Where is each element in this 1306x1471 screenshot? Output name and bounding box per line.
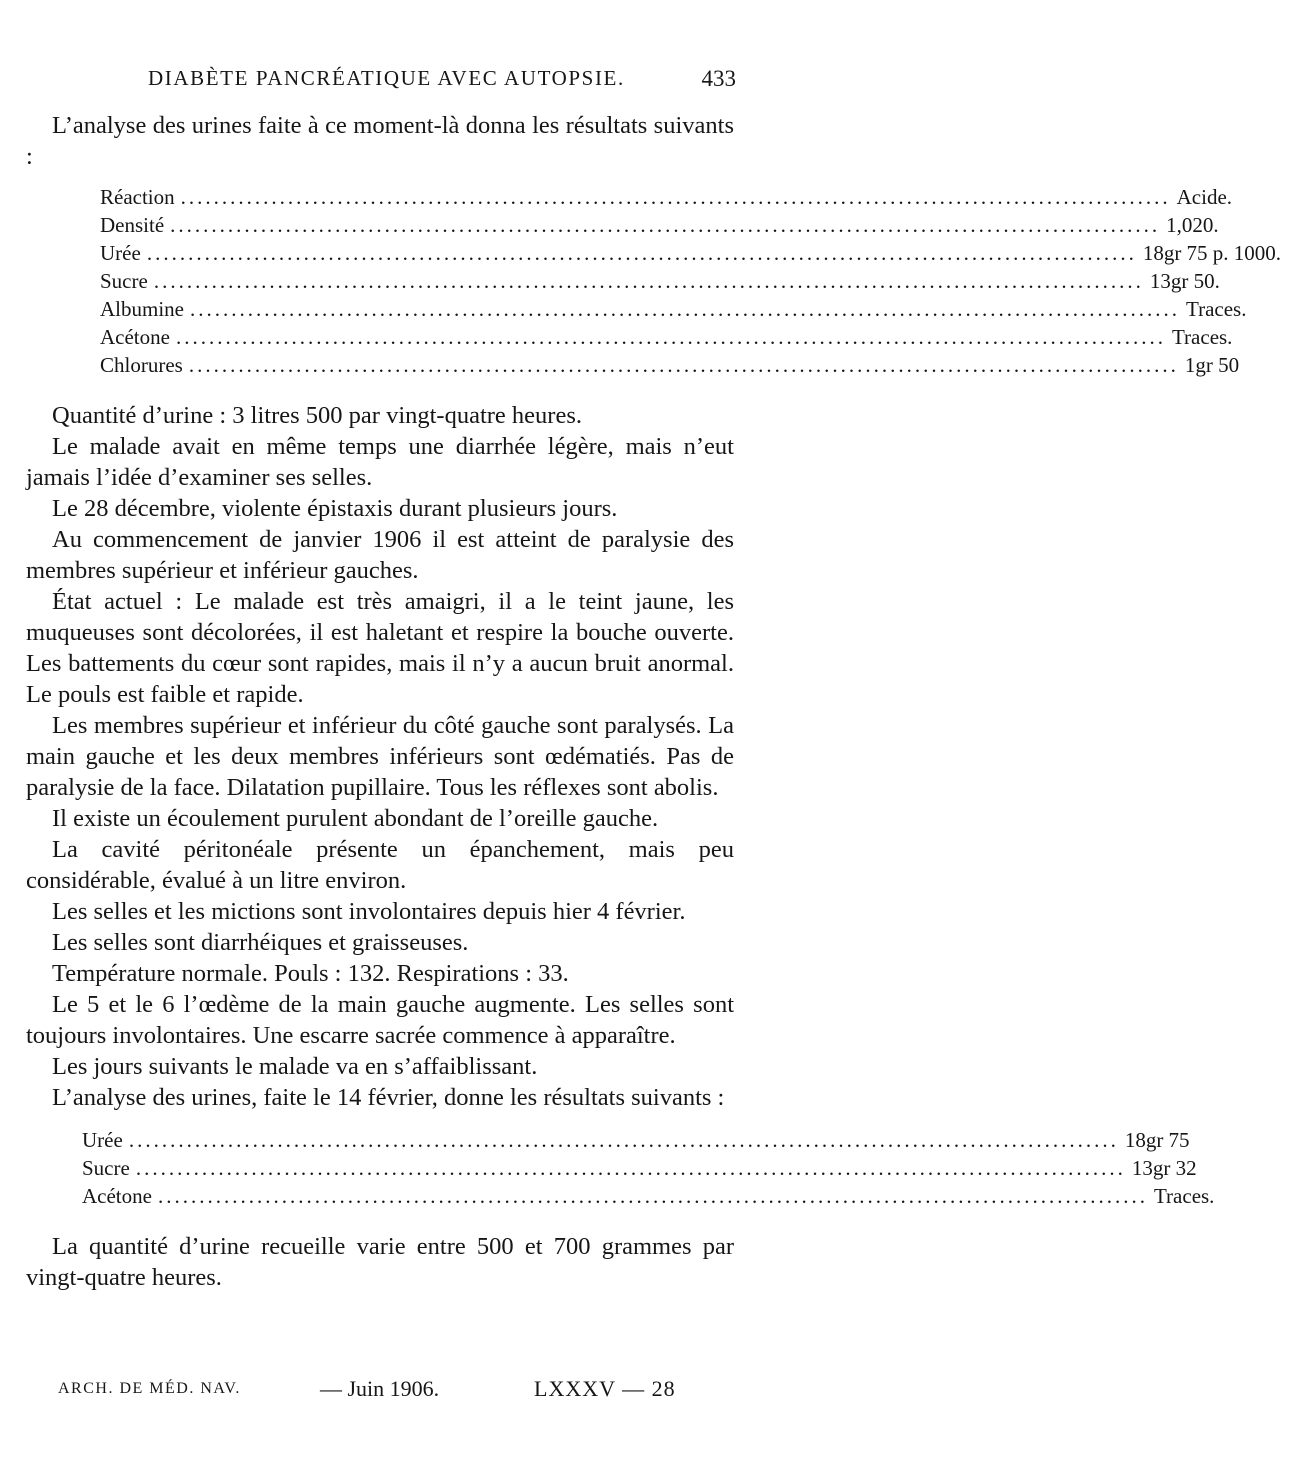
- leader-dots: ........................................................................................................................: [188, 353, 1179, 377]
- leader-dots: ........................................................................................................................: [175, 325, 1166, 349]
- paragraph: L’analyse des urines, faite le 14 février, donne les résultats suivants :: [52, 1084, 725, 1111]
- row-label: Acétone: [82, 1184, 152, 1208]
- row-value: Acide.: [1176, 185, 1233, 209]
- row-value: 13gr 50.: [1149, 269, 1220, 293]
- row-label: Sucre: [100, 269, 148, 293]
- row-label: Réaction: [100, 185, 175, 209]
- row-value: 1gr 50: [1184, 353, 1240, 377]
- table-row: [100, 238, 1282, 266]
- leader-dots: ........................................................................................................................: [180, 185, 1171, 209]
- paragraph: Température normale. Pouls : 132. Respirations : 33.: [52, 960, 569, 987]
- table-row: [100, 294, 1247, 322]
- row-value: Traces.: [1153, 1184, 1215, 1208]
- table-row: [82, 1181, 1215, 1209]
- paragraph: La cavité péritonéale présente un épanchement, mais peu considérable, évalué à un litre environ.: [26, 836, 734, 894]
- running-head: [0, 66, 800, 106]
- volume-signature: LXXXV — 28: [534, 1376, 676, 1401]
- paragraph: Les selles et les mictions sont involontaires depuis hier 4 février.: [52, 898, 686, 925]
- row-label: Albumine: [100, 297, 184, 321]
- urine-analysis-table-2: [82, 1125, 1215, 1209]
- row-value: 18gr 75: [1124, 1128, 1190, 1152]
- row-label: Urée: [100, 241, 141, 265]
- paragraph: Le 28 décembre, violente épistaxis durant plusieurs jours.: [52, 495, 618, 522]
- closing-paragraph: La quantité d’urine recueille varie entre 500 et 700 grammes par vingt-quatre heures.: [26, 1233, 734, 1291]
- row-label: Chlorures: [100, 353, 183, 377]
- paragraph: Les selles sont diarrhéiques et graisseuses.: [52, 929, 469, 956]
- row-value: Traces.: [1171, 325, 1233, 349]
- body-text: [26, 110, 1282, 1293]
- row-value: 13gr 32: [1131, 1156, 1197, 1180]
- paragraph: Au commencement de janvier 1906 il est atteint de paralysie des membres supérieur et inférieur gauches.: [26, 526, 734, 584]
- urine-analysis-table-1: [100, 182, 1282, 378]
- table-row: [100, 350, 1240, 378]
- row-label: Densité: [100, 213, 165, 237]
- row-value: 18gr 75 p. 1000.: [1142, 241, 1282, 265]
- leader-dots: ........................................................................................................................: [128, 1128, 1119, 1152]
- paragraph: Quantité d’urine : 3 litres 500 par vingt-quatre heures.: [52, 402, 582, 429]
- row-label: Urée: [82, 1128, 123, 1152]
- leader-dots: ........................................................................................................................: [153, 269, 1144, 293]
- row-value: Traces.: [1186, 297, 1247, 321]
- intro-paragraph: L’analyse des urines faite à ce moment-là donna les résultats suivants :: [26, 112, 734, 170]
- leader-dots: ........................................................................................................................: [190, 297, 1180, 321]
- row-value: 1,020.: [1166, 213, 1219, 237]
- table-row: [100, 266, 1220, 294]
- page-footer: [58, 1376, 738, 1408]
- paragraph: Le malade avait en même temps une diarrhée légère, mais n’eut jamais l’idée d’examiner ses selles.: [26, 433, 734, 491]
- paragraph: État actuel : Le malade est très amaigri, il a le teint jaune, les muqueuses sont décolorées, il est haletant et respire la bouche ouverte. Les battements du cœur sont rapides, mais il n’y a aucun bruit anormal. Le pouls est faible et rapide.: [26, 588, 734, 708]
- paragraph: Les membres supérieur et inférieur du côté gauche sont paralysés. La main gauche et les deux membres inférieurs sont œdématiés. Pas de paralysie de la face. Dilatation pupillaire. Tous les réflexes sont abolis.: [26, 712, 734, 801]
- paragraph: Les jours suivants le malade va en s’affaiblissant.: [52, 1053, 538, 1080]
- paragraph: Il existe un écoulement purulent abondant de l’oreille gauche.: [52, 805, 659, 832]
- paragraph: Le 5 et le 6 l’œdème de la main gauche augmente. Les selles sont toujours involontaires. Une escarre sacrée commence à apparaître.: [26, 991, 734, 1049]
- table-row: [100, 322, 1233, 350]
- issue-date: — Juin 1906.: [320, 1376, 440, 1401]
- row-label: Sucre: [82, 1156, 130, 1180]
- row-label: Acétone: [100, 325, 170, 349]
- table-row: [82, 1125, 1190, 1153]
- leader-dots: ........................................................................................................................: [170, 213, 1161, 237]
- page-number: 433: [701, 66, 736, 91]
- leader-dots: ........................................................................................................................: [135, 1156, 1126, 1180]
- leader-dots: ........................................................................................................................: [157, 1184, 1148, 1208]
- table-row: [100, 210, 1219, 238]
- table-row: [82, 1153, 1197, 1181]
- journal-name: ARCH. DE MÉD. NAV.: [58, 1380, 241, 1397]
- table-row: [100, 182, 1233, 210]
- leader-dots: ........................................................................................................................: [146, 241, 1137, 265]
- running-title: DIABÈTE PANCRÉATIQUE AVEC AUTOPSIE.: [148, 66, 625, 90]
